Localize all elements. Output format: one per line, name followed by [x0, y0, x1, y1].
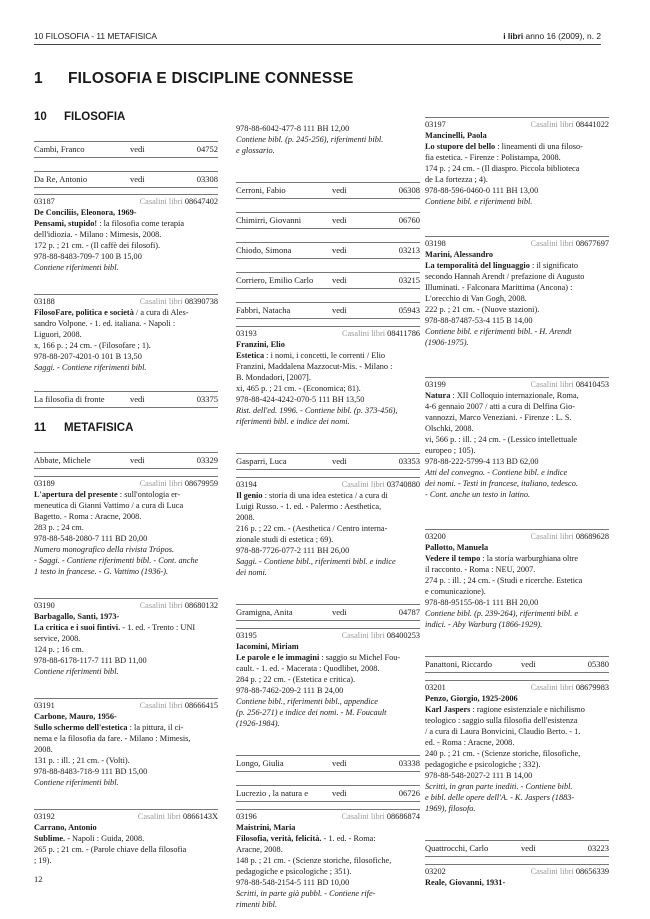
- entry-note: Contiene bibl. e riferimenti bibl.: [425, 197, 533, 206]
- entry-isbn: 978-88-548-2027-2 111 B 14,00: [425, 771, 533, 780]
- entry-id: 0866143X: [182, 812, 218, 821]
- entry-line: : XII Colloquio internazionale, Roma,: [450, 391, 579, 400]
- running-header-right: [503, 31, 601, 41]
- entry-line: cault. - 1. ed. - Macerata : Quodlibet, 2008.: [236, 664, 380, 673]
- entry-line: dell'idiozia. - Milano : Mimesis, 2008.: [34, 230, 162, 239]
- entry-isbn: 978-88-596-0460-0 111 BH 13,00: [425, 186, 539, 195]
- publisher-label: Casalini libri: [341, 480, 385, 489]
- entry-author: Franzini, Elio: [236, 340, 285, 349]
- entry-03193: [236, 326, 420, 427]
- entry-author: Marini, Alessandro: [425, 250, 494, 259]
- entry-id: 08656339: [575, 867, 609, 876]
- entry-line: : storia di una idea estetica / a cura di: [262, 491, 388, 500]
- entry-isbn: 978-88-424-4242-070-5 111 BH 13,50: [236, 395, 365, 404]
- xref-name: Longo, Giulia: [236, 758, 284, 768]
- entry-line: Luigi Russo. - 1. ed. - Palermo : Aesthetica,: [236, 502, 382, 511]
- chapter-heading: [34, 70, 354, 88]
- entry-line: 2008.: [34, 745, 53, 754]
- entry-line: 172 p. ; 21 cm. - (Il caffè dei filosofi).: [34, 241, 161, 250]
- entry-line: - Napoli : Guida, 2008.: [65, 834, 145, 843]
- entry-isbn: 978-88-548-2154-5 111 BD 10,00: [236, 878, 350, 887]
- entry-note: rimenti bibl.: [236, 900, 278, 909]
- publisher-label: Casalini libri: [530, 120, 574, 129]
- publisher-label: Casalini libri: [530, 380, 574, 389]
- entry-number: 03192: [34, 812, 55, 821]
- entry-03201: [425, 680, 609, 814]
- entry-id: 08666415: [184, 701, 218, 710]
- entry-line: pedagogiche e psicologiche ; 351).: [236, 867, 352, 876]
- entry-author: Reale, Giovanni, 1931-: [425, 878, 506, 887]
- entry-line: ed. - Roma : Aracne, 2008.: [425, 738, 515, 747]
- publisher-label: Casalini libri: [139, 297, 183, 306]
- section-number: 11: [34, 422, 47, 434]
- entry-number: 03199: [425, 380, 446, 389]
- entry-03192: [34, 809, 218, 866]
- running-header: [34, 31, 601, 43]
- entry-line: B. Mondadori, [2007].: [236, 373, 311, 382]
- entry-title: Vedere il tempo: [425, 554, 481, 563]
- xref-vedi: vedi: [332, 245, 347, 255]
- entry-isbn: 978-88-87487-53-4 115 B 14,00: [425, 316, 533, 325]
- entry-number: 03202: [425, 867, 446, 876]
- entry-number: 03194: [236, 480, 257, 489]
- entry-note: e bibl. delle opere dell'A. - K. Jaspers (1883-: [425, 793, 575, 802]
- entry-number: 03198: [425, 239, 446, 248]
- cross-reference[interactable]: [236, 182, 420, 199]
- xref-vedi: vedi: [332, 607, 347, 617]
- entry-note: indici. - Aby Warburg (1866-1929).: [425, 620, 543, 629]
- entry-03194: [236, 477, 420, 578]
- entry-line: - 1. ed. - Roma:: [321, 834, 376, 843]
- entry-line: vannozzi, Marco Veneziani. - Firenze : L. S.: [425, 413, 572, 422]
- section-heading-filosofia: [34, 111, 218, 123]
- entry-number: 03188: [34, 297, 55, 306]
- entry-title: Filosofia, verità, felicità.: [236, 834, 322, 843]
- xref-number[interactable]: 06760: [398, 215, 420, 225]
- entry-number: 03193: [236, 329, 257, 338]
- xref-number[interactable]: 04752: [196, 144, 218, 154]
- entry-note: (p. 256-271) e indice dei nomi. - M. Foucault: [236, 708, 387, 717]
- entry-title: Sullo schermo dell'estetica: [34, 723, 128, 732]
- entry-line: 284 p. ; 22 cm. - (Estetica e critica).: [236, 675, 356, 684]
- xref-name: La filosofia di fronte: [34, 394, 105, 404]
- entry-03198: [425, 236, 609, 348]
- entry-id: 08677697: [575, 239, 609, 248]
- entry-line: ; 19).: [34, 856, 52, 865]
- entry-title: La critica e i suoi fintivi.: [34, 623, 121, 632]
- cross-reference[interactable]: [236, 302, 420, 319]
- publisher-label: Casalini libri: [139, 701, 183, 710]
- entry-note: Atti del convegno. - Contiene bibl. e indice: [425, 468, 568, 477]
- entry-line: service, 2008.: [34, 634, 81, 643]
- publisher-label: Casalini libri: [139, 197, 183, 206]
- xref-vedi: vedi: [332, 456, 347, 466]
- entry-number: 03189: [34, 479, 55, 488]
- xref-name: Abbate, Michele: [34, 455, 91, 465]
- xref-name: Corriero, Emilio Carlo: [236, 275, 314, 285]
- entry-03195: [236, 628, 420, 729]
- xref-vedi: vedi: [332, 758, 347, 768]
- entry-number: 03191: [34, 701, 55, 710]
- entry-line: Bagetto. - Roma : Aracne, 2008.: [34, 512, 142, 521]
- cross-reference[interactable]: [34, 391, 218, 408]
- xref-number[interactable]: 03353: [398, 456, 420, 466]
- cross-reference[interactable]: [34, 452, 218, 469]
- entry-author: Carbone, Mauro, 1956-: [34, 712, 117, 721]
- entry-line: pedagogiche e psicologiche ; 332).: [425, 760, 541, 769]
- entry-line: europeo ; 105).: [425, 446, 476, 455]
- entry-author: Carrano, Antonio: [34, 823, 97, 832]
- xref-name: Quattrocchi, Carlo: [425, 843, 489, 853]
- page-number: 12: [34, 874, 43, 884]
- xref-number[interactable]: 05943: [398, 305, 420, 315]
- entry-03191: [34, 698, 218, 788]
- cross-reference[interactable]: [236, 785, 420, 802]
- entry-line: 4-6 gennaio 2007 / atti a cura di Delfina Gio-: [425, 402, 575, 411]
- entry-line: 240 p. ; 21 cm. - (Scienze storiche, filosofiche,: [425, 749, 581, 758]
- entry-id: 08410453: [575, 380, 609, 389]
- entry-id: 08679983: [575, 683, 609, 692]
- entry-author: Iacomini, Miriam: [236, 642, 299, 651]
- cross-reference[interactable]: [425, 656, 609, 673]
- publisher-label: Casalini libri: [139, 479, 183, 488]
- entry-line: L'orecchio di Van Gogh, 2008.: [425, 294, 527, 303]
- entry-03199: [425, 377, 609, 500]
- entry-number: 03187: [34, 197, 55, 206]
- entry-id: 08390738: [184, 297, 218, 306]
- publisher-label: Casalini libri: [341, 812, 385, 821]
- entry-title: La temporalità del linguaggio: [425, 261, 530, 270]
- entry-line: : il significato: [529, 261, 579, 270]
- chapter-title: FILOSOFIA E DISCIPLINE CONNESSE: [68, 70, 354, 87]
- entry-author: De Conciliis, Eleonora, 1969-: [34, 208, 137, 217]
- xref-vedi: vedi: [332, 185, 347, 195]
- entry-title: FilosoFare, politica e società: [34, 308, 134, 317]
- publisher-label: Casalini libri: [530, 683, 574, 692]
- section-number: 10: [34, 111, 47, 123]
- entry-note: dei nomi.: [236, 568, 267, 577]
- entry-id: 08411786: [387, 329, 420, 338]
- entry-line: secondo Hannah Arendt / prefazione di Augusto: [425, 272, 585, 281]
- entry-line: 265 p. ; 21 cm. - (Parole chiave della filosofia: [34, 845, 187, 854]
- entry-author: Mancinelli, Paola: [425, 131, 487, 140]
- publisher-label: Casalini libri: [530, 239, 574, 248]
- cross-reference[interactable]: [236, 604, 420, 621]
- entry-line: nema e la filosofia da fare. - Milano : Mimesis,: [34, 734, 191, 743]
- entry-line: de La fortezza ; 4).: [425, 175, 488, 184]
- entry-id: 08441022: [575, 120, 609, 129]
- entry-number: 03197: [425, 120, 446, 129]
- entry-line: sandro Volpone. - 1. ed. italiana. - Napoli :: [34, 319, 176, 328]
- entry-isbn: 978-88-222-5799-4 113 BD 62,00: [425, 457, 539, 466]
- entry-note: Numero monografico della rivista Trópos.: [34, 545, 175, 554]
- xref-name: Chimirri, Giovanni: [236, 215, 302, 225]
- entry-note: Saggi. - Contiene bibl., riferimenti bibl. e indice: [236, 557, 396, 566]
- xref-number[interactable]: 06726: [398, 788, 420, 798]
- section-title: METAFISICA: [64, 422, 134, 434]
- entry-note: Contiene riferimenti bibl.: [34, 263, 119, 272]
- entry-author: Penzo, Giorgio, 1925-2006: [425, 694, 518, 703]
- xref-vedi: vedi: [332, 215, 347, 225]
- xref-name: Gasparri, Luca: [236, 456, 287, 466]
- xref-vedi: vedi: [130, 174, 145, 184]
- entry-03196: [236, 809, 420, 910]
- entry-title: Le parole e le immagini: [236, 653, 320, 662]
- entry-note: - Cont. anche un testo in latino.: [425, 490, 531, 499]
- section-title: FILOSOFIA: [64, 111, 126, 123]
- entry-note: Contiene bibl., riferimenti bibl., appendice: [236, 697, 378, 706]
- xref-vedi: vedi: [521, 659, 536, 669]
- xref-number[interactable]: 03215: [398, 275, 420, 285]
- xref-name: Chiodo, Simona: [236, 245, 292, 255]
- entry-line: Illuminati. - Falconara Marittima (Ancona) :: [425, 283, 573, 292]
- cross-reference[interactable]: [236, 272, 420, 289]
- entry-line: fia estetica. - Firenze : Polistampa, 2008.: [425, 153, 561, 162]
- cross-reference[interactable]: [236, 242, 420, 259]
- entry-author: Maistrini, Maria: [236, 823, 296, 832]
- entry-line: : saggio su Michel Fou-: [319, 653, 401, 662]
- xref-vedi: vedi: [130, 455, 145, 465]
- entry-line: / a cura di Ales-: [133, 308, 189, 317]
- entry-isbn: 978-88-6178-117-7 111 BD 11,00: [34, 656, 147, 665]
- entry-line: 274 p. : ill. ; 24 cm. - (Studi e ricerche. Estetica: [425, 576, 583, 585]
- entry-id: 08680132: [184, 601, 218, 610]
- xref-name: Fabbri, Natacha: [236, 305, 291, 315]
- entry-line: Olschki, 2008.: [425, 424, 474, 433]
- xref-number[interactable]: 03308: [196, 174, 218, 184]
- entry-isbn: 978-88-95155-08-1 111 BH 20,00: [425, 598, 539, 607]
- xref-number[interactable]: 06308: [398, 185, 420, 195]
- entry-line: 2008.: [236, 513, 255, 522]
- entry-line: e comunicazione).: [425, 587, 486, 596]
- xref-vedi: vedi: [130, 144, 145, 154]
- entry-line: : la filosofia come terapia: [97, 219, 185, 228]
- xref-name: Cambi, Franco: [34, 144, 85, 154]
- entry-title: Karl Jaspers: [425, 705, 471, 714]
- entry-note: Contiene riferimenti bibl.: [34, 667, 119, 676]
- entry-title: Sublime.: [34, 834, 66, 843]
- entry-line: / a cura di Laura Bonvicini, Claudio Berto. - 1.: [425, 727, 581, 736]
- xref-name: Gramigna, Anita: [236, 607, 293, 617]
- entry-number: 03195: [236, 631, 257, 640]
- entry-id: 08679959: [184, 479, 218, 488]
- entry-isbn: 978-88-207-4201-0 101 B 13,50: [34, 352, 142, 361]
- entry-id: 03740880: [386, 480, 420, 489]
- column-2: [236, 123, 420, 910]
- entry-note: e glossario.: [236, 146, 275, 155]
- entry-line: : sull'ontologia er-: [117, 490, 181, 499]
- entry-isbn: 978-88-8483-709-7 100 B 15,00: [34, 252, 142, 261]
- entry-id: 08647402: [184, 197, 218, 206]
- entry-note: - Saggi. - Contiene riferimenti bibl. - Cont. anche: [34, 556, 199, 565]
- entry-line: 174 p. ; 24 cm. - (Il diaspro. Piccola biblioteca: [425, 164, 580, 173]
- entry-isbn: 978-88-6042-477-8 111 BH 12,00: [236, 124, 350, 133]
- journal-issue: anno 16 (2009), n. 2: [523, 31, 601, 41]
- entry-note: dei nomi. - Testi in francese, italiano, tedesco.: [425, 479, 578, 488]
- entry-number: 03201: [425, 683, 446, 692]
- entry-03190: [34, 598, 218, 677]
- entry-note: Scritti, in gran parte inediti. - Contiene bibl.: [425, 782, 573, 791]
- entry-03188: [34, 294, 218, 373]
- entry-line: zionale studi di estetica ; 69).: [236, 535, 334, 544]
- entry-03200: [425, 529, 609, 630]
- entry-03202: [425, 864, 609, 888]
- entry-id: 08686874: [386, 812, 420, 821]
- cross-reference[interactable]: [236, 453, 420, 470]
- section-heading-metafisica: [34, 422, 218, 434]
- entry-title: Estetica: [236, 351, 265, 360]
- entry-line: : i nomi, i concetti, le correnti / Elio: [264, 351, 386, 360]
- xref-vedi: vedi: [521, 843, 536, 853]
- entry-note: 1 testo in francese. - G. Vattimo (1936-).: [34, 567, 169, 576]
- entry-note: riferimenti bibl. e indice dei nomi.: [236, 417, 350, 426]
- entry-note: Rist. dell'ed. 1996. - Contiene bibl. (p. 373-456),: [236, 406, 398, 415]
- xref-vedi: vedi: [332, 305, 347, 315]
- entry-note: Scritti, in parte già pubbl. - Contiene rife-: [236, 889, 376, 898]
- entry-title: L'apertura del presente: [34, 490, 118, 499]
- entry-line: : lineamenti di una filoso-: [495, 142, 583, 151]
- entry-title: Natura: [425, 391, 451, 400]
- entry-line: Liguori, 2008.: [34, 330, 82, 339]
- entry-line: xi, 465 p. ; 21 cm. - (Economica; 81).: [236, 384, 361, 393]
- journal-name: i libri: [503, 31, 524, 41]
- entry-id: 08400253: [386, 631, 420, 640]
- entry-isbn: 978-88-548-2080-7 111 BD 20,00: [34, 534, 148, 543]
- entry-note: Contiene riferimenti bibl.: [34, 778, 119, 787]
- entry-line: il racconto. - Roma : NEU, 2007.: [425, 565, 536, 574]
- xref-number[interactable]: 05380: [587, 659, 609, 669]
- entry-continuation: [236, 123, 420, 156]
- xref-number[interactable]: 03329: [196, 455, 218, 465]
- header-rule: [34, 44, 601, 45]
- cross-reference[interactable]: [425, 840, 609, 857]
- entry-line: meneutica di Gianni Vattimo / a cura di Luca: [34, 501, 184, 510]
- entry-isbn: 978-88-7726-077-2 111 BH 26,00: [236, 546, 350, 555]
- entry-number: 03200: [425, 532, 446, 541]
- entry-line: teologico : saggio sulla filosofia dell'esistenza: [425, 716, 578, 725]
- entry-author: Barbagallo, Santi, 1973-: [34, 612, 120, 621]
- cross-reference[interactable]: [236, 212, 420, 229]
- publisher-label: Casalini libri: [530, 867, 574, 876]
- entry-note: Contiene bibl. e riferimenti bibl. - H. Arendt: [425, 327, 572, 336]
- entry-03187: [34, 194, 218, 273]
- entry-line: 124 p. ; 16 cm.: [34, 645, 84, 654]
- cross-reference[interactable]: [34, 171, 218, 188]
- entry-author: Pallotto, Manuela: [425, 543, 489, 552]
- xref-name: Panattoni, Riccardo: [425, 659, 493, 669]
- entry-line: 283 p. ; 24 cm.: [34, 523, 84, 532]
- entry-title: Pensami, stupido!: [34, 219, 98, 228]
- entry-title: Il genio: [236, 491, 263, 500]
- entry-line: : la pittura, il ci-: [127, 723, 184, 732]
- entry-note: Contiene bibl. (p. 239-264), riferimenti bibl. e: [425, 609, 579, 618]
- entry-isbn: 978-88-8483-718-9 111 BD 15,00: [34, 767, 148, 776]
- entry-03197: [425, 117, 609, 207]
- entry-line: : ragione esistenziale e nichilismo: [470, 705, 585, 714]
- entry-note: 1969), filosofo.: [425, 804, 476, 813]
- xref-name: Lucrezio , la natura e: [236, 788, 308, 798]
- chapter-number: 1: [34, 70, 43, 87]
- xref-name: Cerroni, Fabio: [236, 185, 286, 195]
- column-3: [425, 117, 609, 888]
- publisher-label: Casalini libri: [341, 329, 386, 338]
- xref-number[interactable]: 03375: [196, 394, 218, 404]
- entry-title: Lo stupore del bello: [425, 142, 496, 151]
- publisher-label: Casalini libri: [139, 601, 183, 610]
- publisher-label: Casalini libri: [137, 812, 181, 821]
- xref-number[interactable]: 04787: [398, 607, 420, 617]
- entry-line: 222 p. ; 21 cm. - (Nuove stazioni).: [425, 305, 540, 314]
- cross-reference[interactable]: [236, 755, 420, 772]
- entry-number: 03190: [34, 601, 55, 610]
- entry-line: - 1. ed. - Trento : UNI: [120, 623, 196, 632]
- entry-number: 03196: [236, 812, 257, 821]
- entry-note: (1926-1984).: [236, 719, 280, 728]
- entry-line: : la storia warburghiana oltre: [480, 554, 579, 563]
- xref-number[interactable]: 03338: [398, 758, 420, 768]
- entry-line: Aracne, 2008.: [236, 845, 283, 854]
- entry-isbn: 978-88-7462-209-2 111 B 24,00: [236, 686, 344, 695]
- entry-id: 08689628: [575, 532, 609, 541]
- column-1: [34, 100, 218, 866]
- entry-line: vi, 566 p. : ill. ; 24 cm. - (Lessico intellettuale: [425, 435, 578, 444]
- xref-name: Da Re, Antonio: [34, 174, 88, 184]
- entry-03189: [34, 476, 218, 577]
- entry-line: Franzini, Maddalena Mazzocut-Mis. - Milano :: [236, 362, 393, 371]
- cross-reference[interactable]: [34, 141, 218, 158]
- entry-note: Saggi. - Contiene riferimenti bibl.: [34, 363, 147, 372]
- entry-note: (1906-1975).: [425, 338, 469, 347]
- entry-line: 216 p. ; 22 cm. - (Aesthetica / Centro interna-: [236, 524, 388, 533]
- entry-line: x, 166 p. ; 24 cm. - (Filosofare ; 1).: [34, 341, 151, 350]
- xref-number[interactable]: 03223: [587, 843, 609, 853]
- xref-vedi: vedi: [332, 275, 347, 285]
- publisher-label: Casalini libri: [530, 532, 574, 541]
- entry-line: 148 p. ; 21 cm. - (Scienze storiche, filosofiche,: [236, 856, 392, 865]
- xref-vedi: vedi: [332, 788, 347, 798]
- running-header-left: 10 FILOSOFIA - 11 METAFISICA: [34, 31, 158, 41]
- xref-vedi: vedi: [130, 394, 145, 404]
- entry-line: 131 p. : ill. ; 21 cm. - (Volti).: [34, 756, 130, 765]
- xref-number[interactable]: 03213: [398, 245, 420, 255]
- publisher-label: Casalini libri: [341, 631, 385, 640]
- entry-note: Contiene bibl. (p. 245-256), riferimenti bibl.: [236, 135, 384, 144]
